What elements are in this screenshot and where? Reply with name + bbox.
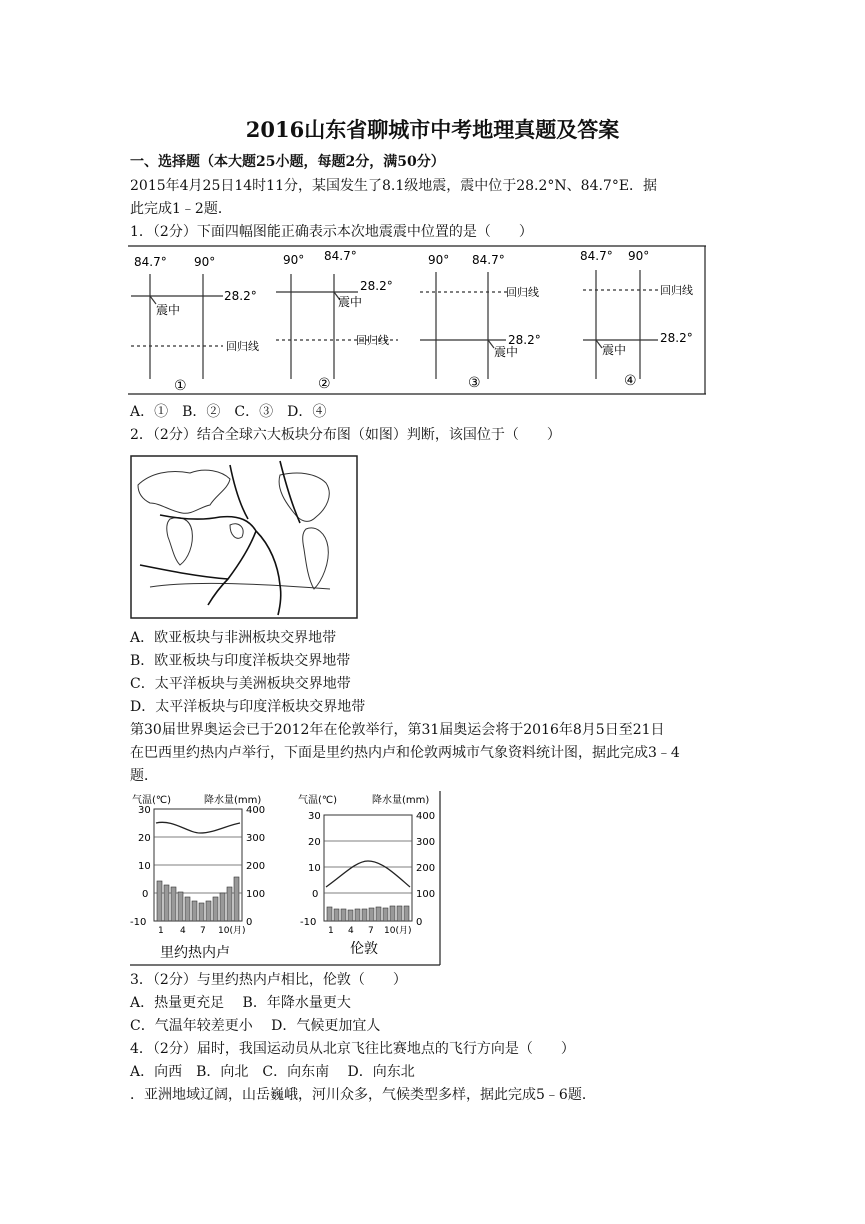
question-3-options: A．热量更充足 B．年降水量更大 xyxy=(130,995,351,1011)
left-tick: 30 xyxy=(308,811,321,822)
month-tick: 7 xyxy=(200,926,206,936)
left-tick: 10 xyxy=(308,863,321,874)
right-tick: 0 xyxy=(416,917,423,928)
lon-label: 84.7° xyxy=(580,249,613,263)
rio-chart xyxy=(130,793,265,961)
left-tick: 0 xyxy=(142,889,149,900)
plate-map xyxy=(130,455,360,621)
climate-charts xyxy=(128,789,442,967)
left-tick: 20 xyxy=(308,837,321,848)
month-tick: 4 xyxy=(348,926,354,936)
month-tick: 1 xyxy=(158,926,164,936)
month-tick: 7 xyxy=(368,926,374,936)
intro-paragraph-line: 此完成1﹣2题． xyxy=(130,201,232,217)
right-tick: 400 xyxy=(246,805,266,816)
lon-label: 90° xyxy=(628,249,650,263)
panel-4 xyxy=(583,270,658,379)
left-tick: 20 xyxy=(138,833,151,844)
panel-number: ① xyxy=(174,378,187,394)
right-tick: 100 xyxy=(416,889,436,900)
question-2: 2．（2分）结合全球六大板块分布图（如图）判断，该国位于（ ） xyxy=(130,427,561,443)
tropic-label: 回归线 xyxy=(226,340,259,353)
month-tick: 4 xyxy=(180,926,186,936)
epicenter-label: 震中 xyxy=(338,295,363,309)
tropic-label: 回归线 xyxy=(660,284,693,297)
panel-number: ② xyxy=(318,376,331,392)
left-tick: -10 xyxy=(130,917,147,928)
month-tick: 10(月) xyxy=(384,926,412,936)
precip-axis-label: 降水量(mm) xyxy=(372,795,430,806)
left-tick: 30 xyxy=(138,805,151,816)
question-4-options: A．向西 B．向北 C．向东南 D．向东北 xyxy=(130,1064,415,1080)
right-tick: 0 xyxy=(246,917,253,928)
intro-paragraph-line: 2015年4月25日14时11分，某国发生了8.1级地震，震中位于28.2°N、84.7°E．据 xyxy=(130,178,658,194)
left-tick: 0 xyxy=(312,889,319,900)
q2-option-b: B．欧亚板块与印度洋板块交界地带 xyxy=(130,653,351,669)
right-tick: 200 xyxy=(416,863,436,874)
tropic-label: 回归线 xyxy=(356,334,389,347)
lon-label: 84.7° xyxy=(324,249,357,263)
lon-label: 90° xyxy=(283,253,305,267)
precip-axis-label: 降水量(mm) xyxy=(204,795,262,806)
panel-1 xyxy=(131,274,223,379)
right-tick: 300 xyxy=(246,833,266,844)
lat-label: 28.2° xyxy=(508,333,541,347)
q2-option-c: C．太平洋板块与美洲板块交界地带 xyxy=(130,676,351,692)
london-chart xyxy=(298,793,435,957)
section-heading: 一、选择题（本大题25小题，每题2分，满50分） xyxy=(130,154,445,170)
month-tick: 1 xyxy=(328,926,334,936)
q2-option-d: D．太平洋板块与印度洋板块交界地带 xyxy=(130,699,366,715)
question-4: 4．（2分）届时，我国运动员从北京飞往比赛地点的飞行方向是（ ） xyxy=(130,1041,575,1057)
lon-label: 90° xyxy=(428,253,450,267)
question-1-options: A．① B．② C．③ D．④ xyxy=(130,404,327,420)
intro-paragraph-line: ．亚洲地域辽阔，山岳巍峨，河川众多，气候类型多样，据此完成5﹣6题． xyxy=(130,1087,596,1103)
epicenter-label: 震中 xyxy=(602,343,627,357)
epicenter-figure xyxy=(128,244,708,396)
left-tick: 10 xyxy=(138,861,151,872)
intro-paragraph-line: 题． xyxy=(130,768,158,784)
lat-label: 28.2° xyxy=(660,331,693,345)
lon-label: 84.7° xyxy=(472,253,505,267)
month-tick: 10(月) xyxy=(218,926,246,936)
page-title: 2016山东省聊城市中考地理真题及答案 xyxy=(245,117,620,142)
lon-label: 90° xyxy=(194,255,216,269)
lon-label: 84.7° xyxy=(134,255,167,269)
epicenter-label: 震中 xyxy=(156,303,181,317)
intro-paragraph-line: 第30届世界奥运会已于2012年在伦敦举行，第31届奥运会将于2016年8月5日至21日 xyxy=(130,722,665,738)
question-3: 3．（2分）与里约热内卢相比，伦敦（ ） xyxy=(130,972,407,988)
lat-label: 28.2° xyxy=(224,289,257,303)
city-label-rio: 里约热内卢 xyxy=(160,945,230,961)
question-3-options: C．气温年较差更小 D．气候更加宜人 xyxy=(130,1018,381,1034)
question-1: 1．（2分）下面四幅图能正确表示本次地震震中位置的是（ ） xyxy=(130,224,533,240)
temp-axis-label: 气温(℃) xyxy=(298,795,338,806)
lat-label: 28.2° xyxy=(360,279,393,293)
city-label-london: 伦敦 xyxy=(350,941,378,957)
left-tick: -10 xyxy=(300,917,317,928)
right-tick: 200 xyxy=(246,861,266,872)
panel-number: ④ xyxy=(624,373,637,389)
right-tick: 400 xyxy=(416,811,436,822)
temp-axis-label: 气温(℃) xyxy=(132,795,172,806)
tropic-label: 回归线 xyxy=(506,286,539,299)
q2-option-a: A．欧亚板块与非洲板块交界地带 xyxy=(130,630,337,646)
epicenter-label: 震中 xyxy=(494,345,519,359)
panel-3 xyxy=(420,272,508,379)
right-tick: 300 xyxy=(416,837,436,848)
intro-paragraph-line: 在巴西里约热内卢举行，下面是里约热内卢和伦敦两城市气象资料统计图，据此完成3﹣4 xyxy=(130,745,680,761)
right-tick: 100 xyxy=(246,889,266,900)
panel-number: ③ xyxy=(468,375,481,391)
